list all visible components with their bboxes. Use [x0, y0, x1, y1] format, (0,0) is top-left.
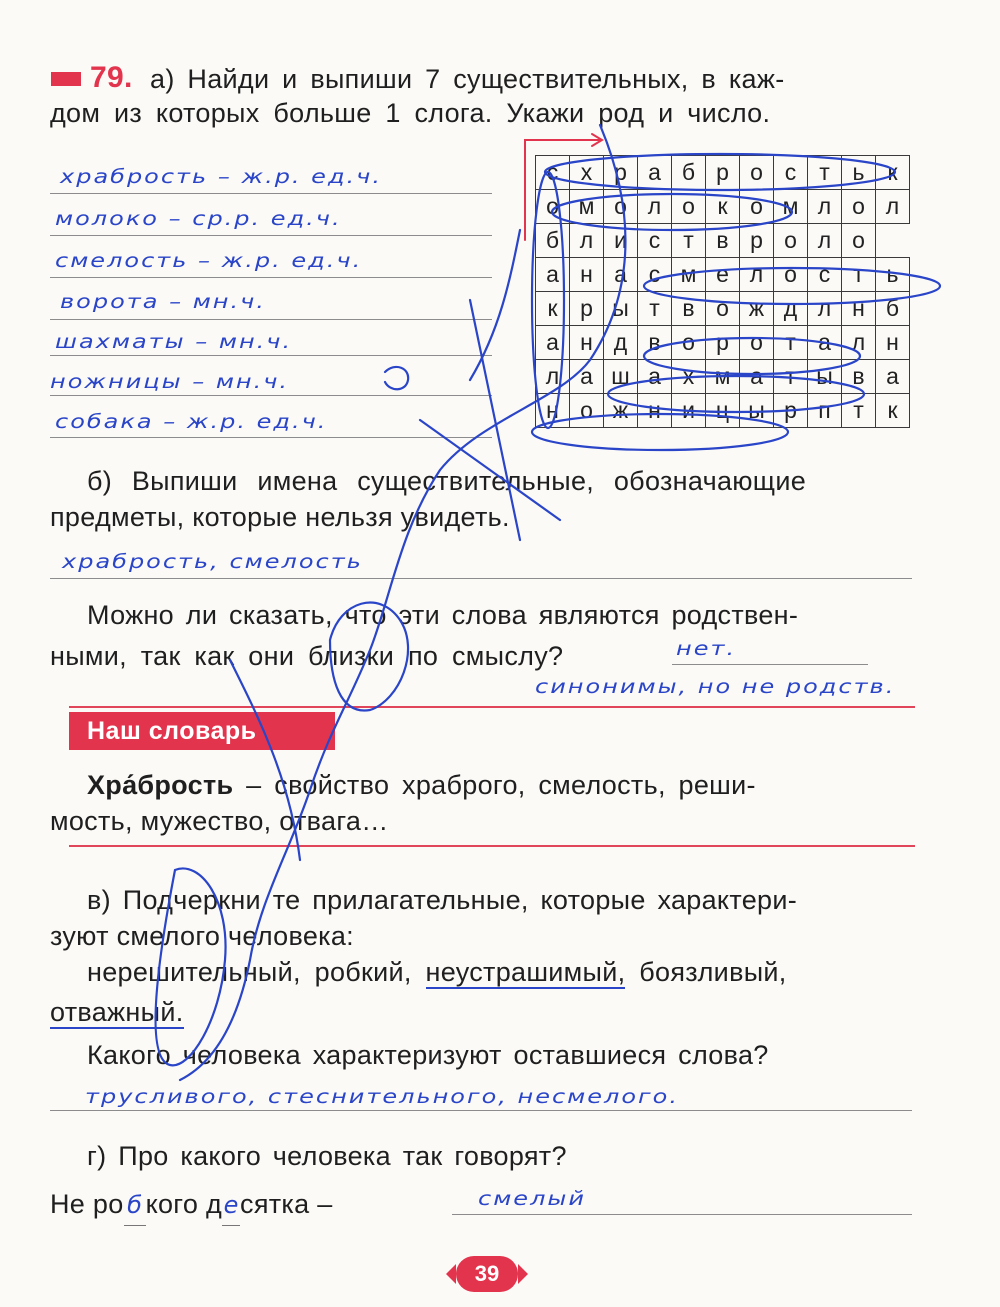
grid-cell: с [638, 224, 672, 258]
task-a-line2: дом из которых больше 1 слога. Укажи род и число. [50, 98, 771, 128]
answer-rule [50, 355, 492, 356]
dictionary-def-line2: мость, мужество, отвага… [50, 806, 389, 836]
phrase-part: кого д [145, 1189, 223, 1219]
grid-cell: в [706, 224, 740, 258]
grid-cell: р [604, 156, 638, 190]
phrase-part: сятка – [240, 1189, 333, 1219]
grid-cell: в [842, 360, 876, 394]
grid-row [536, 360, 910, 394]
letter-grid-table [535, 155, 910, 428]
grid-cell: о [672, 190, 706, 224]
grid-cell: а [740, 360, 774, 394]
grid-cell: а [536, 326, 570, 360]
handwritten-v-answer: трусливого, стеснительного, несмелого. [85, 1085, 679, 1108]
handwritten-answer-5: шахматы – мн.ч. [55, 330, 293, 353]
grid-cell: т [808, 156, 842, 190]
grid-cell: ж [604, 394, 638, 428]
grid-cell: д [774, 292, 808, 326]
grid-cell: о [774, 258, 808, 292]
part-g-phrase [50, 1184, 333, 1226]
grid-cell: л [808, 292, 842, 326]
dictionary-def-line1 [87, 765, 756, 805]
grid-cell: х [570, 156, 604, 190]
grid-cell: л [570, 224, 604, 258]
adjectives-line [87, 952, 787, 992]
grid-cell: н [842, 292, 876, 326]
grid-cell: с [638, 258, 672, 292]
adjective-underlined: отважный. [50, 997, 184, 1027]
grid-cell: н [570, 258, 604, 292]
grid-cell: и [604, 224, 638, 258]
grid-cell: е [706, 258, 740, 292]
handwritten-answer-4: ворота – мн.ч. [60, 290, 266, 313]
answer-rule [50, 193, 492, 194]
grid-cell: о [604, 190, 638, 224]
task-marker [51, 72, 81, 86]
grid-row [536, 190, 910, 224]
grid-cell: ы [604, 292, 638, 326]
grid-cell: ж [740, 292, 774, 326]
grid-cell: ш [604, 360, 638, 394]
grid-cell: а [638, 360, 672, 394]
grid-row [536, 224, 910, 258]
adjective: боязливый, [639, 957, 787, 987]
question-line2: ными, так как они близки по смыслу? [50, 641, 564, 671]
grid-cell: т [842, 258, 876, 292]
grid-cell: л [808, 224, 842, 258]
answer-rule [50, 437, 492, 438]
handwritten-q-answer-1: нет. [676, 637, 737, 660]
grid-cell: о [740, 190, 774, 224]
phrase-part: Не ро [50, 1189, 124, 1219]
grid-cell: о [842, 190, 876, 224]
task-number-text: 79. [90, 61, 133, 94]
grid-cell: в [672, 292, 706, 326]
grid-cell: б [672, 156, 706, 190]
dictionary-word: Хра́брость [87, 770, 234, 800]
answer-rule [452, 1214, 912, 1215]
grid-cell: б [876, 292, 910, 326]
grid-cell: ь [876, 258, 910, 292]
grid-cell: в [638, 326, 672, 360]
part-v-line2: зуют смелого человека: [50, 921, 354, 951]
adjective: робкий, [314, 957, 412, 987]
grid-cell: л [808, 190, 842, 224]
grid-cell: о [842, 224, 876, 258]
grid-cell: м [706, 360, 740, 394]
grid-cell: к [706, 190, 740, 224]
grid-cell: о [774, 224, 808, 258]
grid-cell: к [876, 156, 910, 190]
grid-cell: т [638, 292, 672, 326]
phrase-fill: е [222, 1185, 240, 1226]
grid-cell: х [672, 360, 706, 394]
grid-row [536, 326, 910, 360]
grid-cell: с [774, 156, 808, 190]
handwritten-answer-2: молоко – ср.р. ед.ч. [55, 207, 342, 230]
grid-cell: т [672, 224, 706, 258]
grid-cell: к [876, 394, 910, 428]
grid-row [536, 394, 910, 428]
grid-cell: а [604, 258, 638, 292]
grid-cell: н [638, 394, 672, 428]
page-number: 39 [456, 1256, 518, 1292]
adjective: нерешительный, [87, 957, 301, 987]
grid-cell: р [570, 292, 604, 326]
answer-rule [50, 277, 492, 278]
grid-cell: р [774, 394, 808, 428]
grid-cell: а [876, 360, 910, 394]
grid-cell: м [774, 190, 808, 224]
grid-cell: л [876, 190, 910, 224]
grid-cell: м [570, 190, 604, 224]
grid-cell: и [672, 394, 706, 428]
adjective-underlined: неустрашимый, [425, 957, 626, 987]
grid-row [536, 258, 910, 292]
task-a-line1: а) Найди и выпиши 7 существительных, в каж- [150, 64, 785, 94]
grid-cell: ц [706, 394, 740, 428]
handwritten-g-answer: смелый [478, 1187, 586, 1210]
grid-cell: ы [740, 394, 774, 428]
answer-rule [50, 578, 912, 579]
grid-cell: о [740, 326, 774, 360]
grid-cell: с [808, 258, 842, 292]
part-v-question: Какого человека характеризуют оставшиеся слова? [87, 1040, 769, 1070]
grid-cell: т [842, 394, 876, 428]
answer-rule [50, 319, 492, 320]
adjectives-line2 [50, 992, 184, 1032]
grid-cell: л [536, 360, 570, 394]
grid-cell: с [536, 156, 570, 190]
grid-cell: о [740, 156, 774, 190]
grid-cell: л [842, 326, 876, 360]
grid-cell: т [774, 326, 808, 360]
task-number [90, 58, 133, 98]
dictionary-def1: – свойство храброго, смелость, реши- [233, 770, 756, 800]
grid-cell: н [536, 394, 570, 428]
letter-grid [535, 155, 910, 428]
answer-rule [50, 1110, 912, 1111]
grid-row [536, 292, 910, 326]
grid-cell: п [808, 394, 842, 428]
grid-cell: к [536, 292, 570, 326]
dictionary-heading: Наш словарь [69, 712, 335, 750]
grid-cell: р [740, 224, 774, 258]
grid-cell: а [808, 326, 842, 360]
handwritten-answer-1: храбрость – ж.р. ед.ч. [60, 165, 382, 188]
grid-cell: о [570, 394, 604, 428]
grid-cell: б [536, 224, 570, 258]
grid-cell: р [706, 156, 740, 190]
grid-cell: н [876, 326, 910, 360]
question-line1: Можно ли сказать, что эти слова являются родствен- [87, 600, 799, 630]
grid-cell: р [706, 326, 740, 360]
task-b-line2: предметы, которые нельзя увидеть. [50, 502, 510, 532]
grid-cell: д [604, 326, 638, 360]
phrase-fill: б [124, 1185, 146, 1226]
grid-cell: а [638, 156, 672, 190]
task-b-line1: б) Выпиши имена существительные, обозначающие [87, 466, 807, 496]
grid-cell: о [536, 190, 570, 224]
answer-rule [50, 235, 492, 236]
part-v-line1: в) Подчеркни те прилагательные, которые характери- [87, 885, 797, 915]
part-g-question: г) Про какого человека так говорят? [87, 1141, 567, 1171]
grid-cell: л [740, 258, 774, 292]
answer-rule [672, 664, 868, 665]
grid-cell: ы [808, 360, 842, 394]
handwritten-answer-3: смелость – ж.р. ед.ч. [55, 249, 363, 272]
divider [69, 845, 915, 847]
handwritten-answer-7: собака – ж.р. ед.ч. [55, 410, 328, 433]
handwritten-answer-6: ножницы – мн.ч. [50, 370, 290, 393]
divider [69, 706, 915, 708]
grid-cell: а [536, 258, 570, 292]
grid-cell: о [672, 326, 706, 360]
grid-cell: л [638, 190, 672, 224]
grid-row [536, 156, 910, 190]
handwritten-q-answer-2: синонимы, но не родств. [535, 675, 896, 698]
grid-cell: ь [842, 156, 876, 190]
handwritten-b-answer: храбрость, смелость [62, 550, 363, 573]
grid-cell: о [706, 292, 740, 326]
answer-rule [50, 395, 492, 396]
grid-cell: а [570, 360, 604, 394]
grid-cell: м [672, 258, 706, 292]
grid-cell: т [774, 360, 808, 394]
grid-cell: н [570, 326, 604, 360]
